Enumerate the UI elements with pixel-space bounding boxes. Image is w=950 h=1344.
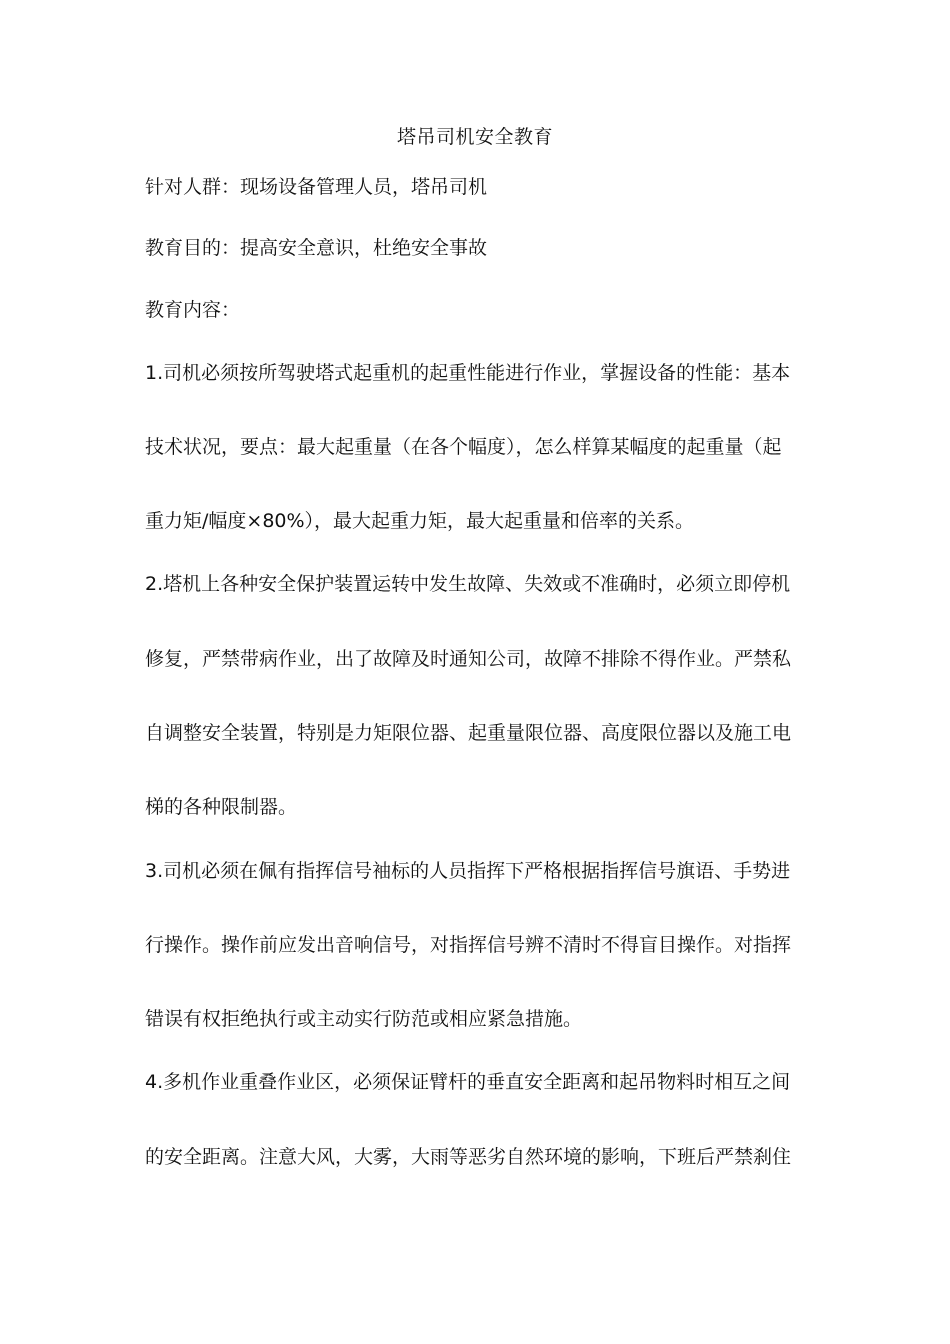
item-1-line-2: 技术状况，要点：最大起重量（在各个幅度），怎么样算某幅度的起重量（起 — [145, 436, 782, 458]
item-2-line-1: 2.塔机上各种安全保护装置运转中发生故障、失效或不准确时，必须立即停机 — [145, 573, 791, 595]
item-4-line-2: 的安全距离。注意大风，大雾，大雨等恶劣自然环境的影响，下班后严禁刹住 — [145, 1146, 792, 1168]
item-1-line-3: 重力矩/幅度×80%），最大起重力矩，最大起重量和倍率的关系。 — [145, 510, 695, 532]
purpose-line: 教育目的：提高安全意识，杜绝安全事故 — [145, 237, 488, 259]
content-heading: 教育内容： — [145, 299, 241, 321]
item-3-line-1: 3.司机必须在佩有指挥信号袖标的人员指挥下严格根据指挥信号旗语、手势进 — [145, 860, 791, 882]
target-group-line: 针对人群：现场设备管理人员，塔吊司机 — [145, 176, 488, 198]
item-2-line-4: 梯的各种限制器。 — [145, 796, 298, 818]
document-title: 塔吊司机安全教育 — [396, 126, 553, 148]
item-3-line-2: 行操作。操作前应发出音响信号，对指挥信号辨不清时不得盲目操作。对指挥 — [145, 934, 792, 956]
item-2-line-3: 自调整安全装置，特别是力矩限位器、起重量限位器、高度限位器以及施工电 — [145, 722, 792, 744]
item-3-line-3: 错误有权拒绝执行或主动实行防范或相应紧急措施。 — [145, 1008, 583, 1030]
item-2-line-2: 修复，严禁带病作业，出了故障及时通知公司，故障不排除不得作业。严禁私 — [145, 648, 792, 670]
item-4-line-1: 4.多机作业重叠作业区，必须保证臂杆的垂直安全距离和起吊物料时相互之间 — [145, 1071, 791, 1093]
item-1-line-1: 1.司机必须按所驾驶塔式起重机的起重性能进行作业，掌握设备的性能：基本 — [145, 362, 791, 384]
